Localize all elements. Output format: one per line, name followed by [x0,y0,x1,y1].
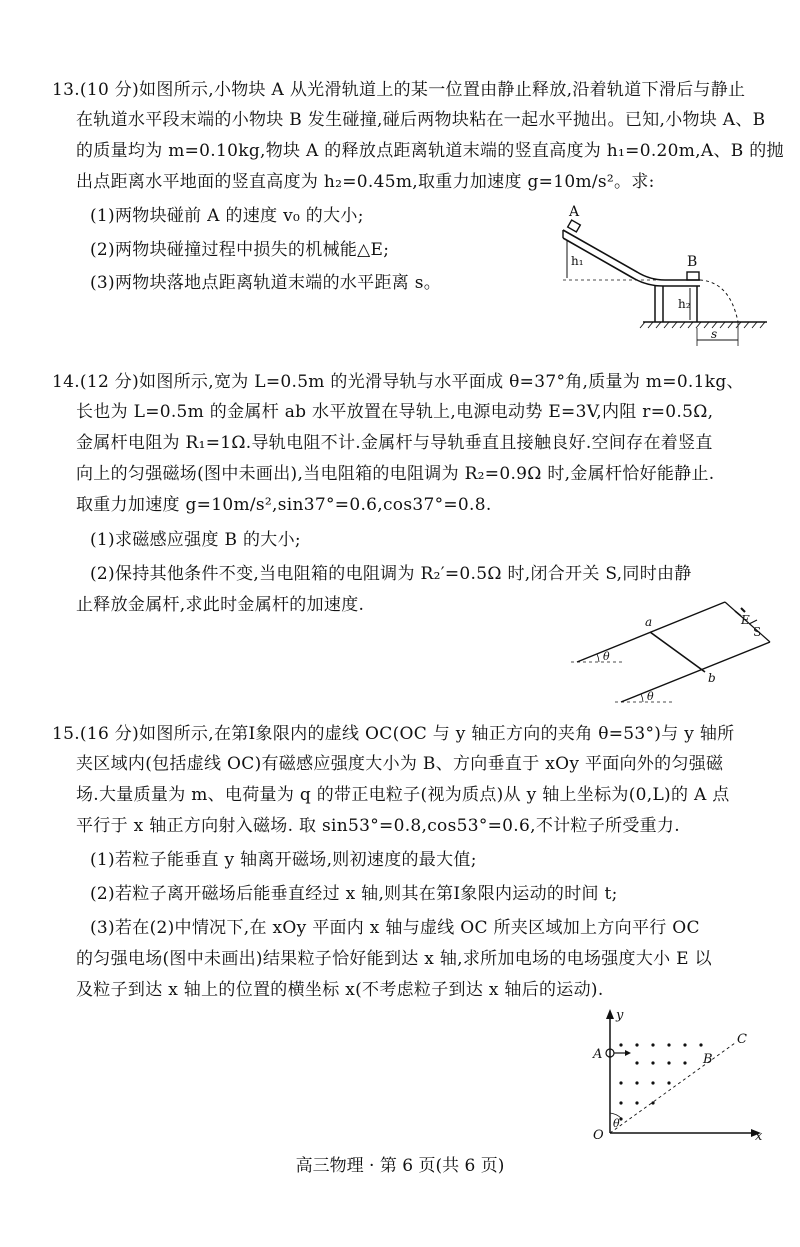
q14-sub-1: (1)求磁感应强度 B 的大小; [90,530,301,550]
field-dot [635,1101,638,1104]
q15-sub-2: (2)若粒子离开磁场后能垂直经过 x 轴,则其在第Ⅰ象限内运动的时间 t; [90,884,618,904]
page-footer: 高三物理 · 第 6 页(共 6 页) [295,1156,505,1176]
ground-hatching [640,322,765,328]
q13-sub-1: (1)两物块碰前 A 的速度 v₀ 的大小; [90,206,364,226]
field-dot [635,1043,638,1046]
q13-line-1: 13.(10 分)如图所示,小物块 A 从光滑轨道上的某一位置由静止释放,沿着轨道下滑后与静止 [52,80,746,100]
rail-lower [621,642,770,702]
label-a: A [593,1047,603,1062]
q15-line-1: 15.(16 分)如图所示,在第Ⅰ象限内的虚线 OC(OC 与 y 轴正方向的夹角 θ=53°)与 y 轴所 [52,724,735,744]
field-dot [619,1043,622,1046]
q13-line-2: 在轨道水平段末端的小物块 B 发生碰撞,碰后两物块粘在一起水平抛出。已知,小物块 A、B [76,110,766,130]
field-dot [667,1061,670,1064]
field-dot [683,1043,686,1046]
q15-sub-3-cont-1: 的匀强电场(图中未画出)结果粒子恰好能到达 x 轴,求所加电场的电场强度大小 E 以 [76,949,712,969]
field-dot [635,1081,638,1084]
label-switch: S [753,625,762,639]
field-dot [683,1061,686,1064]
label-b: B [687,254,698,270]
magnetic-field-dots [619,1043,702,1120]
label-theta-lower: θ [647,690,654,703]
field-dot [635,1061,638,1064]
track-lower-line [563,238,700,286]
q15-sub-1: (1)若粒子能垂直 y 轴离开磁场,则初速度的最大值; [90,850,477,870]
label-s: s [711,327,718,341]
block-a [568,220,581,232]
field-dot [651,1061,654,1064]
field-dot [619,1081,622,1084]
q15-line-3: 场.大量质量为 m、电荷量为 q 的带正电粒子(视为质点)从 y 轴上坐标为(0,L)的 A 点 [76,785,730,805]
q15-field-figure [585,1005,770,1145]
q14-line-5: 取重力加速度 g=10m/s²,sin37°=0.6,cos37°=0.8. [76,495,492,515]
battery-plate-short [741,608,745,612]
track-upper-line [563,230,700,280]
q13-line-3: 的质量均为 m=0.10kg,物块 A 的释放点距离轨道末端的竖直高度为 h₁=0.20m,A、B 的抛 [76,141,784,161]
q14-sub-2: (2)保持其他条件不变,当电阻箱的电阻调为 R₂′=0.5Ω 时,闭合开关 S,同时由静 [90,564,692,584]
q13-line-4: 出点距离水平地面的竖直高度为 h₂=0.45m,取重力加速度 g=10m/s²。求: [76,172,655,192]
label-theta: θ [613,1117,620,1130]
label-a: A [569,204,580,220]
q14-line-2: 长也为 L=0.5m 的金属杆 ab 水平放置在导轨上,电源电动势 E=3V,内阻 r=0.5Ω, [76,402,714,422]
projectile-trajectory [700,280,738,322]
field-dot [699,1043,702,1046]
label-h1: h₁ [571,254,584,268]
label-e: E [741,613,750,627]
angle-arc-upper [597,654,599,662]
q13-sub-3: (3)两物块落地点距离轨道末端的水平距离 s。 [90,273,442,293]
q14-line-3: 金属杆电阻为 R₁=1Ω.导轨电阻不计.金属杆与导轨垂直且接触良好.空间存在着竖直 [76,433,713,453]
label-theta-upper: θ [603,650,610,663]
label-c: C [737,1032,747,1047]
rod-ab [650,632,705,672]
field-dot [667,1043,670,1046]
field-dot [651,1043,654,1046]
velocity-arrowhead [625,1050,631,1056]
q14-line-4: 向上的匀强磁场(图中未画出),当电阻箱的电阻调为 R₂=0.9Ω 时,金属杆恰好能静止. [76,464,715,484]
label-x: x [755,1129,763,1144]
q14-line-1: 14.(12 分)如图所示,宽为 L=0.5m 的光滑导轨与水平面成 θ=37°角,质量为 m=0.1kg、 [52,372,744,392]
y-axis-arrowhead [606,1009,614,1019]
field-dot [619,1101,622,1104]
q15-line-4: 平行于 x 轴正方向射入磁场. 取 sin53°=0.8,cos53°=0.6,不计粒子所受重力. [76,816,680,836]
q13-track-figure [545,200,775,350]
label-b: B [703,1052,713,1067]
field-dot [651,1081,654,1084]
switch-s [749,620,757,624]
block-b [687,272,699,280]
q13-sub-2: (2)两物块碰撞过程中损失的机械能△E; [90,240,390,260]
q15-sub-3-cont-2: 及粒子到达 x 轴上的位置的横坐标 x(不考虑粒子到达 x 轴后的运动). [76,980,604,1000]
q14-sub-2-cont: 止释放金属杆,求此时金属杆的加速度. [76,595,365,615]
label-h2: h₂ [678,297,691,311]
field-dot [667,1081,670,1084]
angle-arc-lower [641,694,643,702]
q15-sub-3: (3)若在(2)中情况下,在 xOy 平面内 x 轴与虚线 OC 所夹区域加上方向平行 OC [90,918,700,938]
q14-rail-figure [565,590,785,710]
q15-line-2: 夹区域内(包括虚线 OC)有磁感应强度大小为 B、方向垂直于 xOy 平面向外的匀强磁 [76,754,724,774]
label-rod-b: b [708,671,716,685]
label-rod-a: a [645,615,653,629]
label-o: O [593,1128,604,1143]
field-dot [651,1101,654,1104]
dashed-line-oc [610,1043,735,1133]
label-y: y [616,1008,624,1023]
